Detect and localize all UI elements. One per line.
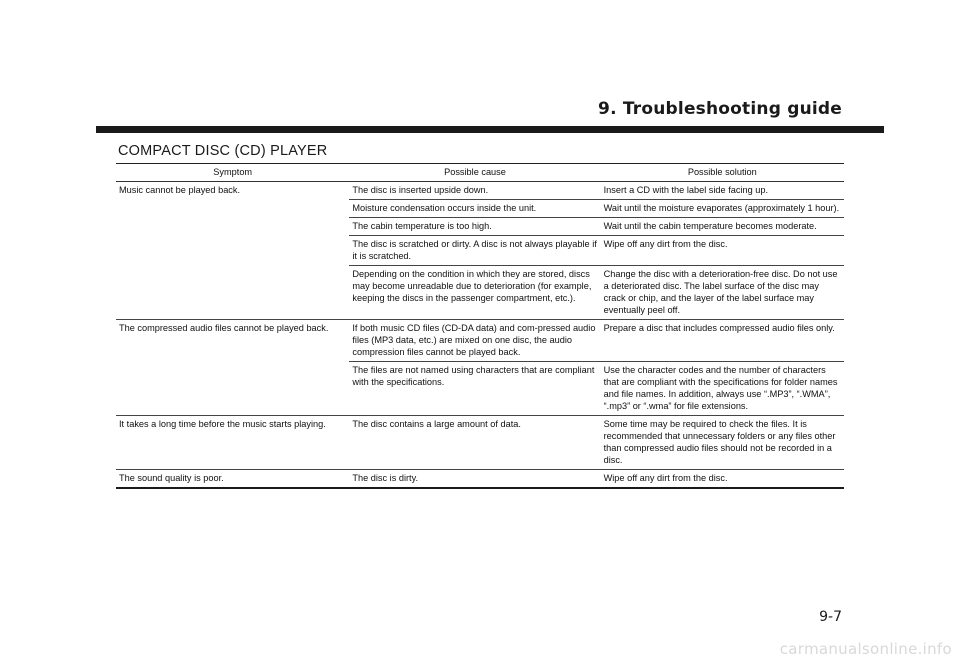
header-cause: Possible cause bbox=[349, 164, 600, 182]
chapter-title: 9. Troubleshooting guide bbox=[598, 99, 842, 119]
solution-cell: Wipe off any dirt from the disc. bbox=[601, 236, 844, 266]
table-row bbox=[116, 182, 844, 200]
cause-cell: The disc is inserted upside down. bbox=[349, 182, 600, 200]
symptom-cell: Music cannot be played back. bbox=[116, 182, 349, 320]
watermark: carmanualsonline.info bbox=[779, 640, 952, 658]
troubleshooting-table bbox=[116, 163, 844, 489]
cause-cell: The disc is dirty. bbox=[349, 470, 600, 489]
solution-cell: Insert a CD with the label side facing up. bbox=[601, 182, 844, 200]
cause-cell: The disc contains a large amount of data. bbox=[349, 416, 600, 470]
cause-cell: The cabin temperature is too high. bbox=[349, 218, 600, 236]
header-solution: Possible solution bbox=[601, 164, 844, 182]
table-header-row bbox=[116, 164, 844, 182]
table-row bbox=[116, 470, 844, 489]
table-row bbox=[116, 320, 844, 362]
solution-cell: Wait until the moisture evaporates (approximately 1 hour). bbox=[601, 200, 844, 218]
symptom-cell: The compressed audio files cannot be played back. bbox=[116, 320, 349, 416]
solution-cell: Wipe off any dirt from the disc. bbox=[601, 470, 844, 489]
cause-cell: The disc is scratched or dirty. A disc is not always playable if it is scratched. bbox=[349, 236, 600, 266]
cause-cell: Moisture condensation occurs inside the unit. bbox=[349, 200, 600, 218]
cause-cell: Depending on the condition in which they are stored, discs may become unreadable due to deterioration (for example, keeping the discs in the passenger compartment, etc.). bbox=[349, 266, 600, 320]
solution-cell: Use the character codes and the number of characters that are compliant with the specifications for folder names and file names. In addition, always use “.MP3”, “.WMA”, “.mp3” or “.wma” for file extensions. bbox=[601, 362, 844, 416]
header-rule bbox=[96, 126, 884, 133]
page-number: 9-7 bbox=[819, 609, 842, 625]
cause-cell: If both music CD files (CD-DA data) and com-pressed audio files (MP3 data, etc.) are mixed on one disc, the audio compression files cannot be played back. bbox=[349, 320, 600, 362]
solution-cell: Prepare a disc that includes compressed audio files only. bbox=[601, 320, 844, 362]
section-title: COMPACT DISC (CD) PLAYER bbox=[118, 143, 328, 159]
table-row bbox=[116, 416, 844, 470]
header-symptom: Symptom bbox=[116, 164, 349, 182]
symptom-cell: It takes a long time before the music starts playing. bbox=[116, 416, 349, 470]
solution-cell: Wait until the cabin temperature becomes moderate. bbox=[601, 218, 844, 236]
cause-cell: The files are not named using characters that are compliant with the specifications. bbox=[349, 362, 600, 416]
solution-cell: Change the disc with a deterioration-free disc. Do not use a deteriorated disc. The label surface of the disc may crack or chip, and the layer of the label surface may eventually peel off. bbox=[601, 266, 844, 320]
symptom-cell: The sound quality is poor. bbox=[116, 470, 349, 489]
solution-cell: Some time may be required to check the files. It is recommended that unnecessary folders or any files other than compressed audio files should not be recorded in a disc. bbox=[601, 416, 844, 470]
